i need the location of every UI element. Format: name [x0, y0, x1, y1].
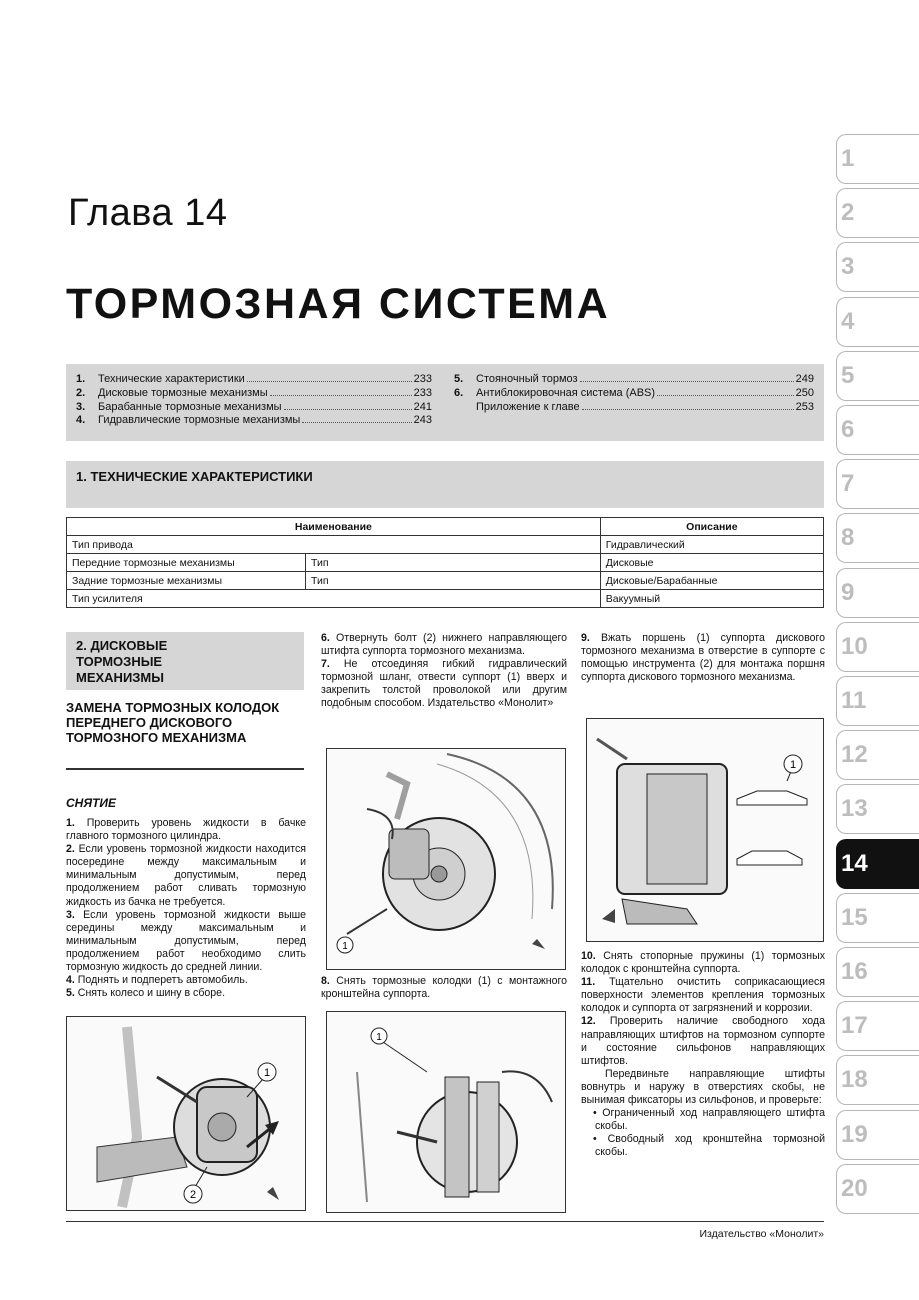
step-text: Проверить уровень жидкости в бачке главного тормозного цилиндра.: [66, 817, 306, 843]
toc-num: 6.: [454, 386, 464, 399]
step-10: [581, 950, 825, 976]
toc-text: Гидравлические тормозные механизмы: [98, 414, 301, 427]
table-cell: Вакуумный: [600, 590, 823, 608]
step-9: [581, 632, 825, 684]
toc-text: Дисковые тормозные механизмы: [98, 386, 268, 399]
toc-num: 5.: [454, 373, 464, 385]
table-row: [67, 554, 824, 572]
toc-right-column: [454, 373, 814, 414]
chapter-tab-6[interactable]: 6: [836, 405, 919, 455]
toc-leader: [284, 409, 412, 410]
step-number: 12.: [581, 1015, 596, 1028]
step-4: [66, 974, 306, 987]
table-cell: Гидравлический: [600, 536, 823, 554]
toc-left-column: [76, 373, 432, 428]
text-column-1: [66, 817, 306, 1000]
step-text: Снять тормозные колодки (1) с монтажного кронштейна суппорта.: [321, 975, 567, 1001]
figure-brake-pads: [326, 1011, 566, 1213]
column-header-name: Наименование: [67, 518, 601, 536]
toc-leader: [657, 395, 794, 396]
table-cell: Дисковые/Барабанные: [600, 572, 823, 590]
step-text: Поднять и подперетъ автомобиль.: [77, 974, 248, 987]
chapter-tab-9[interactable]: 9: [836, 568, 919, 618]
toc-leader: [270, 395, 412, 396]
figure-caliper-bolt: [66, 1016, 306, 1211]
column-header-description: Описание: [600, 518, 823, 536]
toc-page: 233: [413, 386, 432, 399]
toc-num: 1.: [76, 373, 86, 385]
step-12: [581, 1015, 825, 1067]
step-11: [581, 976, 825, 1015]
step-3: [66, 909, 306, 974]
step-6: [321, 632, 567, 658]
callout-label: 1: [342, 941, 348, 952]
table-row: [67, 590, 824, 608]
step-number: 10.: [581, 950, 596, 962]
chapter-tab-16[interactable]: 16: [836, 947, 919, 997]
toc-page: 249: [795, 373, 814, 385]
step-5: [66, 987, 306, 1000]
step-text: Вжать поршень (1) суппорта дискового тормозного механизма в отверстие в суппорте с помощью инструмента (2) для монтажа поршня суппорта дискового тормозного механизма.: [581, 632, 825, 684]
chapter-contents: [66, 364, 824, 441]
text-column-3: [581, 632, 825, 684]
step-text: Проверить наличие свободного хода направляющих штифтов на тормозном суппорте и состояние сильфонов направляющих штифтов.: [581, 1015, 825, 1067]
chapter-tab-4[interactable]: 4: [836, 297, 919, 347]
publisher-footer: Издательство «Монолит»: [699, 1228, 824, 1240]
toc-leader: [580, 381, 794, 382]
table-row: [67, 572, 824, 590]
table-cell: Тип: [306, 554, 601, 572]
bullet-item: • Свободный ход кронштейна тормозной скобы.: [593, 1133, 825, 1159]
toc-page: 253: [795, 400, 814, 413]
chapter-tab-13[interactable]: 13: [836, 784, 919, 834]
chapter-tab-2[interactable]: 2: [836, 188, 919, 238]
callout-label: 1: [263, 1067, 271, 1079]
callout-label: 1: [789, 759, 797, 771]
step-number: 7.: [321, 658, 330, 671]
step-number: 1.: [66, 817, 75, 829]
toc-entry[interactable]: [454, 401, 814, 415]
step-text: Не отсоединяя гибкий гидравлический тормозной шланг, отвести суппорт (1) вверх и закрепить толстой проволокой или другим подобным способом. Издательство «Монолит»: [321, 658, 567, 710]
toc-entry[interactable]: [76, 414, 432, 428]
step-2: [66, 843, 306, 908]
chapter-tab-12[interactable]: 12: [836, 730, 919, 780]
toc-text: Стояночный тормоз: [476, 373, 578, 385]
step-text: Снять стопорные пружины (1) тормозных колодок с кронштейна суппорта.: [581, 950, 825, 976]
chapter-tab-17[interactable]: 17: [836, 1001, 919, 1051]
chapter-tab-14[interactable]: 14: [836, 839, 919, 889]
step-number: 8.: [321, 975, 330, 987]
section-title: 2. ДИСКОВЫЕ ТОРМОЗНЫЕ МЕХАНИЗМЫ: [76, 638, 168, 685]
chapter-tab-11[interactable]: 11: [836, 676, 919, 726]
toc-text: Приложение к главе: [476, 400, 580, 413]
text-column-2-lower: [321, 975, 567, 1001]
toc-text: Технические характеристики: [98, 373, 245, 385]
retaining-springs-illustration: [587, 719, 823, 941]
chapter-tab-7[interactable]: 7: [836, 459, 919, 509]
subsection-title: ЗАМЕНА ТОРМОЗНЫХ КОЛОДОК ПЕРЕДНЕГО ДИСКОВОГО ТОРМОЗНОГО МЕХАНИЗМА: [66, 700, 280, 745]
toc-entry[interactable]: [76, 401, 432, 415]
divider: [66, 768, 304, 770]
step-number: 11.: [581, 976, 596, 989]
toc-page: 243: [413, 414, 432, 427]
toc-page: 241: [413, 400, 432, 413]
toc-leader: [302, 422, 411, 423]
toc-page: 233: [413, 373, 432, 385]
step-text: Если уровень тормозной жидкости находится посередине между максимальным и минимальным допустимым, перед продолжением работ сливать тормозную жидкость из бачка не требуется.: [66, 843, 306, 908]
step-number: 5.: [66, 987, 75, 1000]
chapter-tab-15[interactable]: 15: [836, 893, 919, 943]
chapter-tab-19[interactable]: 19: [836, 1110, 919, 1160]
toc-entry[interactable]: [454, 387, 814, 401]
chapter-tab-20[interactable]: 20: [836, 1164, 919, 1214]
step-number: 9.: [581, 632, 590, 644]
chapter-tab-18[interactable]: 18: [836, 1055, 919, 1105]
table-cell: Дисковые: [600, 554, 823, 572]
table-cell: Тип усилителя: [67, 590, 601, 608]
toc-num: 3.: [76, 400, 86, 413]
toc-entry[interactable]: [76, 373, 432, 387]
step-text: Отвернуть болт (2) нижнего направляющего штифта суппорта тормозного механизма.: [321, 632, 567, 658]
step-number: 6.: [321, 632, 330, 644]
step-1: [66, 817, 306, 843]
brake-disc-illustration: [327, 749, 565, 969]
table-cell: Передние тормозные механизмы: [67, 554, 306, 572]
toc-leader: [582, 409, 794, 410]
step-number: 4.: [66, 974, 75, 987]
footer-divider: [66, 1221, 824, 1222]
step-number: 3.: [66, 908, 75, 921]
chapter-tab-10[interactable]: 10: [836, 622, 919, 672]
step-text: Если уровень тормозной жидкости выше середины между максимальным и минимальным допустимым, перед продолжением работ необходимо слить тормозную жидкость до средней линии.: [66, 908, 306, 974]
toc-num: 4.: [76, 414, 86, 427]
chapter-label: Глава 14: [68, 192, 228, 234]
procedure-heading: СНЯТИЕ: [66, 796, 117, 810]
toc-leader: [247, 381, 412, 382]
toc-text: Барабанные тормозные механизмы: [98, 400, 282, 413]
toc-num: 2.: [76, 386, 86, 399]
step-number: 2.: [66, 843, 75, 856]
section-header: [66, 461, 824, 508]
table-cell: Тип привода: [67, 536, 601, 554]
chapter-title: ТОРМОЗНАЯ СИСТЕМА: [66, 280, 611, 328]
specifications-table: [66, 517, 824, 608]
table-cell: Тип: [306, 572, 601, 590]
callout-label: 2: [189, 1189, 197, 1201]
step-7: [321, 658, 567, 710]
caliper-illustration: [67, 1017, 305, 1210]
step-text: Снять колесо и шину в сборе.: [77, 987, 226, 1000]
toc-entry[interactable]: [454, 373, 814, 387]
chapter-tab-5[interactable]: 5: [836, 351, 919, 401]
text-column-2: [321, 632, 567, 711]
section-header: [66, 632, 304, 690]
figure-brake-disc: [326, 748, 566, 970]
chapter-tab-8[interactable]: 8: [836, 513, 919, 563]
section-title: 1. ТЕХНИЧЕСКИЕ ХАРАКТЕРИСТИКИ: [76, 469, 313, 484]
toc-entry[interactable]: [76, 387, 432, 401]
bullet-item: • Ограниченный ход направляющего штифта скобы.: [593, 1107, 825, 1133]
table-row: [67, 536, 824, 554]
text-column-3-lower: [581, 950, 825, 1160]
chapter-tab-1[interactable]: 1: [836, 134, 919, 184]
callout-label: 1: [376, 1032, 382, 1043]
toc-page: 250: [795, 386, 814, 399]
step-8: [321, 975, 567, 1001]
toc-text: Антиблокировочная система (ABS): [476, 386, 656, 399]
paragraph: Передвиньте направляющие штифты вовнутрь и наружу в отверстиях скобы, не вынимая фиксаторы из сильфонов, и проверьте:: [581, 1067, 825, 1107]
table-cell: Задние тормозные механизмы: [67, 572, 306, 590]
brake-pads-illustration: [327, 1012, 565, 1212]
chapter-tab-3[interactable]: 3: [836, 242, 919, 292]
figure-retaining-springs: [586, 718, 824, 942]
step-text: Тщательно очистить соприкасающиеся поверхности элементов крепления тормозных колодок и суппорта от загрязнений и коррозии.: [581, 976, 825, 1015]
table-header-row: [67, 518, 824, 536]
